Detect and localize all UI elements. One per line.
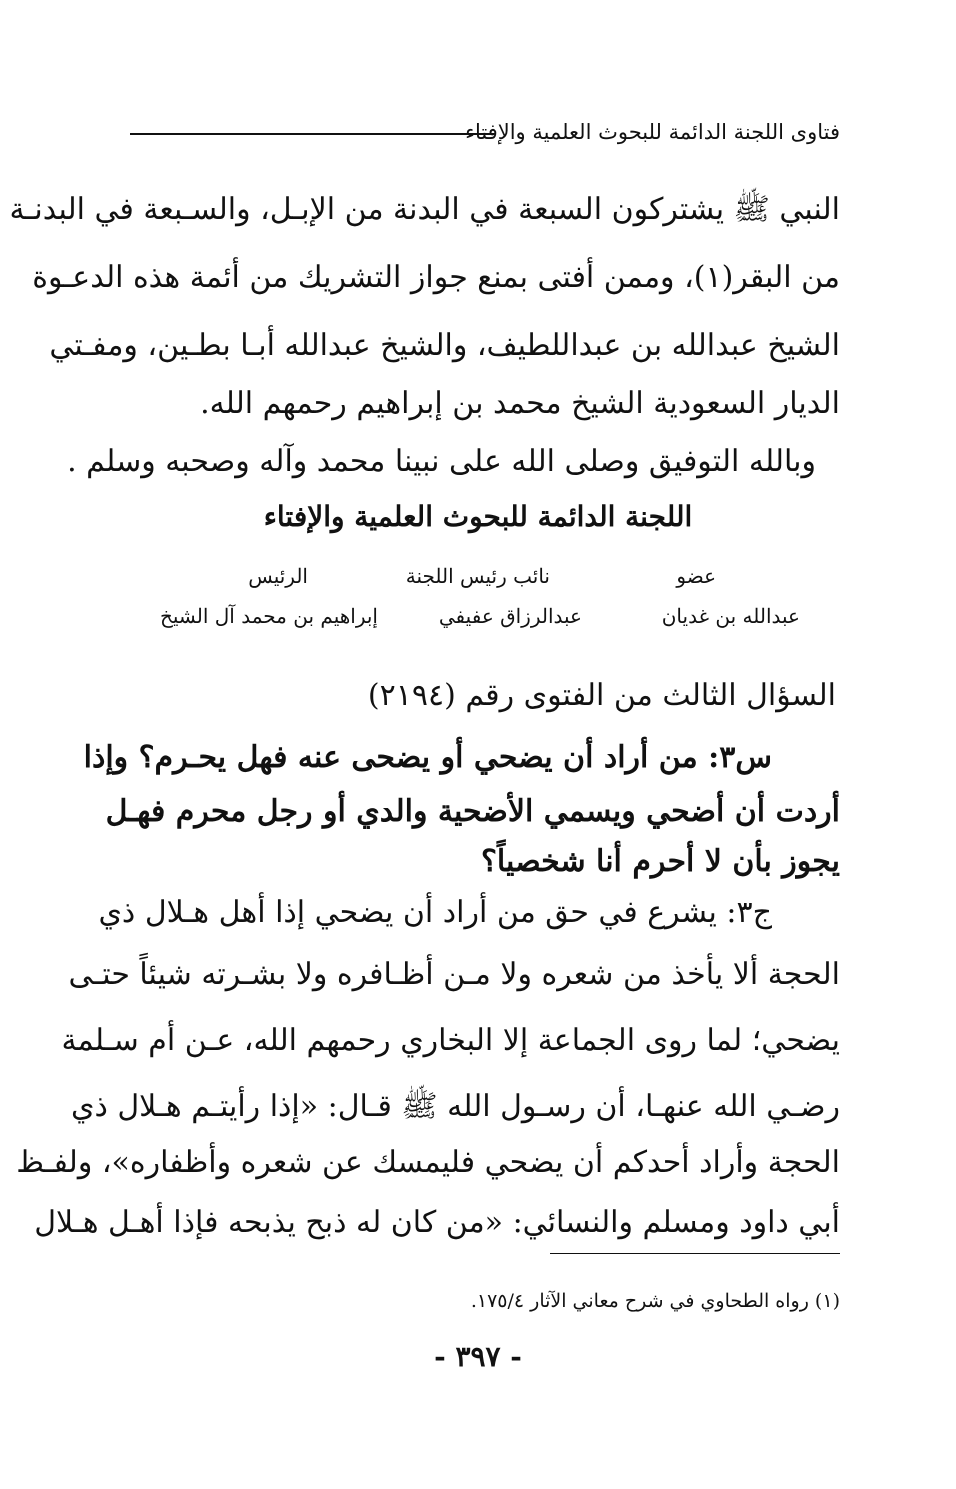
fatwa-heading: السؤال الثالث من الفتوى رقم (٢١٩٤)	[367, 678, 836, 713]
text-line: النبي ﷺ يشتركون السبعة في البدنة من الإبـل، والسـبعة في البدنـة	[9, 192, 840, 227]
answer-line: الحجة وأراد أحدكم أن يضحي فليمسك عن شعره وأظفاره»، ولفـظ	[16, 1145, 840, 1180]
member-name: عبدالرزاق عفيفي	[438, 604, 582, 628]
header-rule	[130, 133, 494, 135]
member-role: عضو	[676, 564, 716, 588]
member-role: نائب رئيس اللجنة	[405, 564, 550, 588]
member-name: عبدالله بن غديان	[661, 604, 800, 628]
answer-line: أبي داود ومسلم والنسائي: «من كان له ذبح يذبحه فإذا أهـل هـلال	[34, 1205, 840, 1240]
closing-line: وبالله التوفيق وصلى الله على نبينا محمد وآله وصحبه وسلم .	[67, 444, 816, 479]
member-name: إبراهيم بن محمد آل الشيخ	[159, 604, 378, 628]
text-line: الديار السعودية الشيخ محمد بن إبراهيم رحمهم الله.	[200, 386, 840, 421]
committee-title: اللجنة الدائمة للبحوث العلمية والإفتاء	[263, 500, 693, 533]
question-line: س٣: من أراد أن يضحي أو يضحى عنه فهل يحـرم؟ وإذا	[83, 740, 772, 775]
answer-line: ج٣: يشرع في حق من أراد أن يضحي إذا أهل هـلال ذي	[98, 895, 772, 930]
question-line: أردت أن أضحي ويسمي الأضحية والدي أو رجل محرم فهـل	[105, 794, 840, 829]
page-number: - ٣٩٧ -	[434, 1340, 522, 1373]
answer-line: يضحي؛ لما روى الجماعة إلا البخاري رحمهم الله، عـن أم سـلمة	[61, 1023, 840, 1058]
text-line: من البقر(١)، وممن أفتى بمنع جواز التشريك من أئمة هذه الدعـوة	[32, 260, 840, 295]
text-line: الشيخ عبدالله بن عبداللطيف، والشيخ عبدالله أبـا بطـين، ومفـتي	[49, 328, 840, 363]
answer-line: رضـي الله عنهـا، أن رسـول الله ﷺ قـال: «إذا رأيتـم هـلال ذي	[70, 1089, 840, 1124]
footnote-rule	[550, 1253, 840, 1254]
member-role: الرئيس	[248, 564, 308, 588]
question-line: يجوز بأن لا أحرم أنا شخصياً؟	[480, 844, 840, 879]
answer-line: الحجة ألا يأخذ من شعره ولا مـن أظـافره ولا بشـرته شيئاً حتـى	[68, 957, 840, 992]
running-header-title: فتاوى اللجنة الدائمة للبحوث العلمية والإفتاء	[465, 120, 840, 144]
footnote: (١) رواه الطحاوي في شرح معاني الآثار ١٧٥/٤.	[470, 1290, 840, 1312]
